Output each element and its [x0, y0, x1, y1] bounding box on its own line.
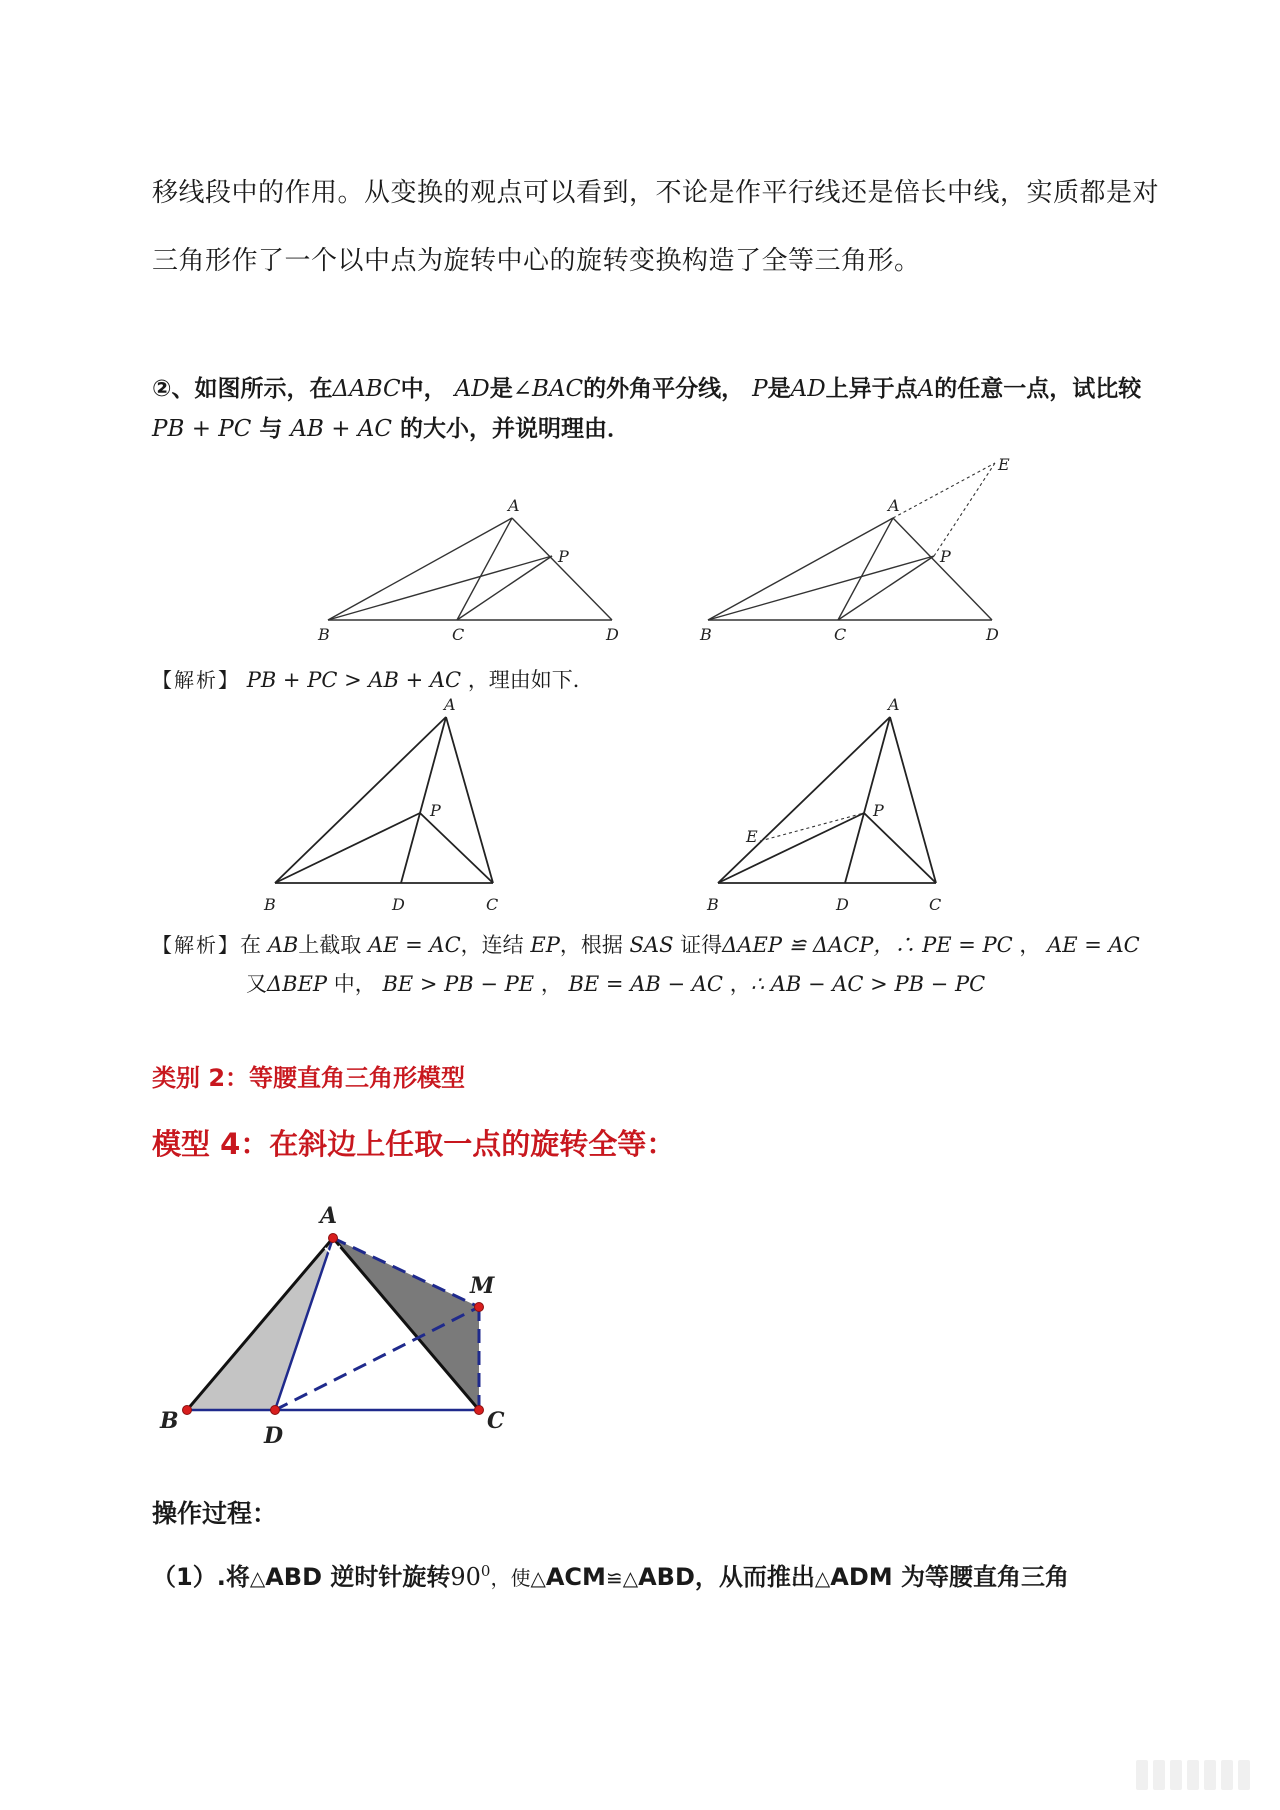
- question-text: 的外角平分线，: [583, 376, 745, 402]
- step-text: ，使: [490, 1566, 531, 1590]
- math-ep: EP: [530, 933, 560, 957]
- intro-line-1: 移线段中的作用。从变换的观点可以看到，不论是作平行线还是倍长中线，实质都是对: [152, 178, 1160, 208]
- intro-line-2: 三角形作了一个以中点为旋转中心的旋转变换构造了全等三角形。: [152, 246, 921, 276]
- label-a: A: [888, 496, 900, 515]
- question-text: 与: [259, 416, 283, 442]
- math-angle-bac: ∠BAC: [512, 376, 584, 402]
- label-p: P: [873, 801, 884, 820]
- math-be-eq: BE = AB − AC: [568, 972, 723, 996]
- math-conclusion: ∴ AB − AC > PB − PC: [750, 972, 986, 996]
- label-c: C: [834, 625, 847, 644]
- math-ad: AD: [790, 376, 826, 402]
- analysis-text: 在: [240, 933, 261, 957]
- label-p: P: [430, 801, 441, 820]
- question-text: 上异于点: [825, 376, 918, 402]
- question-text: 的大小，并说明理由．: [400, 416, 631, 442]
- step-degree: 90: [450, 1563, 481, 1591]
- math-be-gt: BE > PB − PE: [382, 972, 535, 996]
- model-heading: 模型 4：在斜边上任取一点的旋转全等：: [152, 1127, 676, 1161]
- math-sas: SAS: [629, 933, 674, 957]
- analysis-text: 上截取: [298, 933, 362, 957]
- analysis-tag: 【解析】: [152, 933, 240, 957]
- label-d: D: [836, 895, 849, 914]
- triangle-symbol: △: [622, 1566, 639, 1590]
- question-number: ②、如图所示，在: [152, 376, 333, 402]
- label-e: E: [998, 455, 1010, 474]
- label-c: C: [486, 895, 499, 914]
- math-pb-plus-pc: PB + PC: [152, 416, 252, 442]
- label-b: B: [160, 1408, 179, 1434]
- question-text: 中，: [400, 376, 447, 402]
- analysis-text: ，连结: [460, 933, 524, 957]
- label-b: B: [707, 895, 719, 914]
- step-text: ABD 逆时针旋转: [265, 1563, 451, 1591]
- label-e: E: [746, 827, 758, 846]
- math-ab-plus-ac: AB + AC: [290, 416, 393, 442]
- label-a: A: [320, 1203, 338, 1229]
- math-a: A: [917, 376, 935, 402]
- label-p: P: [558, 547, 569, 566]
- math-inequality: PB + PC > AB + AC: [246, 668, 462, 692]
- analysis-text: 证得: [680, 933, 723, 957]
- analysis-text: ，根据: [559, 933, 623, 957]
- label-a: A: [444, 695, 456, 714]
- label-a: A: [508, 496, 520, 515]
- triangle-symbol: △: [530, 1566, 546, 1590]
- analysis-text: ，: [1019, 933, 1041, 957]
- math-triangle-bep: ΔBEP: [267, 972, 328, 996]
- corner-watermark: [1136, 1760, 1250, 1790]
- math-congruence: ΔAEP ≌ ΔACP: [722, 933, 874, 957]
- label-d: D: [392, 895, 405, 914]
- math-ab: AB: [267, 933, 299, 957]
- label-c: C: [929, 895, 942, 914]
- analysis-text: ，: [540, 972, 562, 996]
- label-c: C: [487, 1408, 505, 1434]
- process-title: 操作过程：: [152, 1499, 278, 1528]
- step-text: ADM 为等腰直角三角: [830, 1563, 1070, 1591]
- question-text: 是: [767, 376, 791, 402]
- label-a: A: [888, 695, 900, 714]
- step-text: ABD，从而推出: [638, 1563, 815, 1591]
- math-ad: AD: [454, 376, 490, 402]
- analysis-tag: 【解析】: [152, 668, 240, 692]
- triangle-symbol: △: [814, 1566, 831, 1590]
- math-triangle-abc: ΔABC: [332, 376, 401, 402]
- step-1: [152, 1557, 1069, 1592]
- label-m: M: [470, 1273, 495, 1299]
- label-d: D: [606, 625, 619, 644]
- label-b: B: [318, 625, 330, 644]
- triangle-symbol: △: [249, 1566, 266, 1590]
- step-text: ACM: [545, 1563, 606, 1591]
- analysis-text: 又: [246, 972, 267, 996]
- question-text: 的任意一点，试比较: [934, 376, 1142, 402]
- label-b: B: [264, 895, 276, 914]
- step-degree-sup: 0: [480, 1562, 491, 1580]
- math-ae-eq-ac: AE = AC: [1047, 933, 1140, 957]
- math-p: P: [752, 376, 768, 402]
- label-c: C: [452, 625, 465, 644]
- step-cong: ≌: [605, 1566, 623, 1590]
- label-d: D: [264, 1423, 284, 1449]
- label-b: B: [700, 625, 712, 644]
- category-heading: 类别 2：等腰直角三角形模型: [152, 1064, 466, 1092]
- step-text: （1）.将: [152, 1563, 250, 1591]
- label-d: D: [986, 625, 999, 644]
- label-p: P: [940, 547, 951, 566]
- analysis-text: ，: [729, 972, 751, 996]
- analysis-text: ，理由如下．: [467, 668, 594, 692]
- math-ae-eq-ac: AE = AC: [367, 933, 461, 957]
- math-pe-eq-pc: ，∴ PE = PC: [873, 933, 1013, 957]
- question-text: 是: [489, 376, 513, 402]
- analysis-text: 中，: [333, 972, 376, 996]
